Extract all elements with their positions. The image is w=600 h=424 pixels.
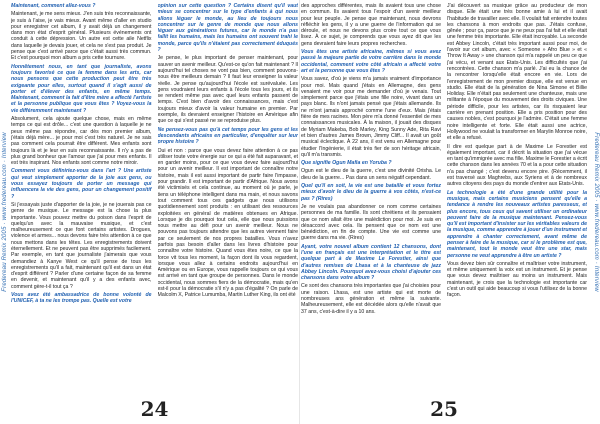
page-number-left: 24: [140, 397, 169, 421]
interview-answer: Vous savez, d'où je viens m'a jamais vraiment d'importance pour moi. Mais quand j'étais en Allemagne, des gens venaient me voir pour me demander d'où je venais. Tout simplement parce que j'étais une fille noire, vivant dans un pays blanc. Ils n'ont jamais pensé que j'étais allemande. Ils ne m'ont jamais approché comme l'une d'eux. Mais j'étais fière de mes racines. Mon père m'a donné l'essentiel de mes connaissances musicales. À la maison, il jouait des disques de Myriam Makeba, Bob Marley, King Sunny Ade, Rita Ravi et bien d'autres James Brown, Jimmy Cliff... Il avait un goût musical éclectique. À 22 ans, il est venu en Allemagne pour étudier l'Ingénierie, il était très fier de son héritage africain, qu'il m'a transmis.: [301, 76, 441, 158]
interview-answer: J'ai découvert sa musique grâce au producteur de mon disque. Elle était une très bonne amie à lui et il avait l'habitude de travailler avec elle. Il voulait fait entendre toutes les chansons à mon endroits que pas. J'étais confuse, gênée ; pour ça, parce que je ne peux pas l'ai fait et elle était une femme très importante. Elle était incroyable. La seconde est Abbey Lincoln, c'était très important aussi pour moi, de l'avoir sur cet album, avec « Someone » Afro Blue » et « Throw It Away » une chanson qui m'a rappelé un peu ce que j'ai vécu, et venant aux Etats-Unis. Les difficultés que j'ai rencontrées. Cette chanson m'a parlé. J'ai eu la chance de la rencontrer lorsqu'elle était encore en vie. Lors de l'enregistrement de mon premier disque, elle est venue en studio. Elle était de la génération de Nina Simone et Billie Holiday. Elle n'était pas seulement une chanteuse, mais une militante à l'époque du mouvement des droits civiques. Une période difficile, pour les artistes, car ils risquaient leur carrière en prenant position. Elle a pris position pour des causes nobles, c'est pourquoi je l'admire. C'était une femme noire intelligente et forte. Elle était aussi une actrice, Hollywood ne voulait la transformer en Marylin Monroe noire, et elle a refusé.: [447, 3, 587, 142]
interview-answer: Il dire est quelque part à de Maxime Le Forestier est également important, car il décrit la situation que j'ai vécue en tant qu'immigrée avec ma fille. Maxime le Forestier a écrit cette chanson dans les années 70 et la a pour cette situation n'a pas changé ; c'est devenu encore pire. (Récemment, il est traversé aux Maghrebs, aux Syriens et à de nombreux autres citoyens des pays du monde d'entrer aux Etats-Unis.: [447, 143, 587, 188]
page-left: [11, 3, 298, 421]
interview-question: La technologie a été d'une grande utilité pour la musique, mais certains musiciens pensent qu'elle a tendance à rendre les nouveaux artistes paresseux, et plus encore, tous ceux qui savent utiliser un ordinateur peuvent faire de la musique maintenant. Pensez-vous qu'il est important d'insister sur les véritables valeurs de la musique, comme apprendre à jouer d'un instrument et apprendre à chanter correctement, avant même de penser à faire de la musique, car si le problème est que, maintenant, tout le monde veut être une star, mais personne ne veut apprendre à être un artiste ?: [447, 189, 587, 259]
interview-question: Vous êtes une artiste africaine, mêmes si vous avez passé la majeure partie de votre carrière dans le monde occidental, comment votre côté africain a affecté votre art et la personne que vous êtes ?: [301, 49, 441, 74]
page-gutter: [299, 0, 300, 424]
page-left-column-2: [158, 3, 299, 395]
interview-answer: Absolument, cela ajoute quelque chose, mais en même temps ce qui est drôle... c'est une question à laquelle je ne peux même pas répondre, car dès mon premier album, j'étais déjà mère... je pour moi c'est très naturel. Je ne sais pas comment cela pourrait être différent. Mes enfants sont toujours là et je leur en suis reconnaissante. Il n'y a pas de plus grand bonheur que l'amour que j'ai pour mes enfants. Il est très inspirant. Nos enfants sont comme notre miroir.: [11, 116, 152, 167]
interview-answer: Ce sont des chansons très importantes que j'ai choisies pour une raison. Lhasa, est une artiste qui est morte de nombreuses ans génération et même la suivante. Malheureusement, elle est décédée alors qu'elle n'avait que 37 ans, c'est-à-dire il y a 10 ans.: [301, 283, 441, 315]
page-left-column-1: [11, 3, 152, 395]
page-right-column-2: [447, 3, 587, 395]
interview-question: Que signifie Ogun Mafia en Yoruba ?: [301, 160, 392, 167]
right-sidebar-strip: [591, 0, 600, 424]
interview-question: Honnêtement nous, en tant que journaliste, avons toujours favorisé ce que la femme dans les arts, car nous pensons que cette production peut être très exigeante pour elles, surtout quand il s'agit aussi de porter et d'élever des enfants, en même temps. Maintenant, comment la fait d'être mère a affecté l'artiste et la personne publique que vous êtes ? Voyez-vous la vie différemment maintenant ?: [11, 63, 152, 114]
interview-answer: des approches différentes, mais ils avaient tous une chose en commun. Ils avaient tous l'espoir d'un avenir meilleur pour leur peuple. Je pense que maintenant, nous devrons réfléchir les gens, il y a une guerre de l'information qui se déroule, et nous ne devons plus croire tout ce que vous lisez. À ce sujet, je comprends que vous ayez dit que les gens devraient faire leurs propres recherches.: [301, 3, 441, 47]
interview-answer: Si j'essayais juste d'apporter de la joie, je ne jouerais pas ce genre de musique. Le message est la chose la plus importante. Vous pouvez mettre du poison dans l'esprit de quelqu'un avec la mauvaise musique, et c'est malheureusement ce que font certains artistes. Drogues, violence et armes... nous devons faire très attention à ce que nous mettons dans les têtes. Les enregistrements doivent éternellement. Et ne peuvent pas être supprimés facilement. Par exemple, en tant que journaliste j'aimerais que vous demandiez à Kanye West ce qu'il pense de tous les enregistrements qu'il a fait, maintenant qu'il est dans un état d'esprit différent ? Parler d'une certaine façon de sa femme en devenir, et maintenant qu'il y a des enfants avec, comment gère-t-il tout ça ?: [11, 201, 152, 290]
interview-question: Comment vous définiriez-vous dans l'art ? Une artiste qui veut simplement apporter de la joie aux gens, ou vous essayez toujours de porter un message qui influencera la vie des gens, pour un changement positif ?: [11, 168, 152, 200]
interview-question: Ayant, votre nouvel album contient 12 chansons, dont l'une en français est une interprétation et le titre est quelque part à de Maxime Le Forestier, ainsi que d'autres remises de Lhasa et à la chanteuse de jazz Abbey Lincoln. Pourquoi avez-vous choisi d'ajouter ces chansons dans votre album ?: [301, 243, 441, 282]
left-sidebar-text: Fredereau Remix 2005 · www.fredereau.com · Interview: [1, 132, 8, 292]
interview-question: opinion sur cette question ? Certains disent qu'il vaut mieux se concentrer sur le type d'enfants à qui nous allons léguer le monde, au lieu de toujours nous concentrer sur le genre de monde que nous allons léguer aux générations futures, car le monde n'a pas fallit les humains, mais les humains ont souvent trahi le monde, parce qu'ils n'étaient pas correctement éduqués ?: [157, 3, 298, 54]
interview-question: Ne pensez-vous pas qu'à cet temps pour les gens et les descendants africains en particulier, d'enquêter sur leur propre histoire ?: [157, 126, 298, 146]
right-sidebar-text: Fredereau Remix 2005 · www.fredereau.com · Interview: [592, 132, 599, 292]
interview-question: Maintenant, comment allez-vous ?: [11, 3, 96, 9]
left-sidebar-strip: [0, 0, 9, 424]
interview-answer: Vous devez bien sûr connaître et maîtriser votre instrument, et même uniquement la voix est un instrument. Et je pense que vous devez maîtriser au moins un instrument. Mais maintenant, je crois que la technologie est importante car c'est un outil qui aide beaucoup si vous l'utilisez de la bonne façon.: [447, 260, 587, 299]
page-right-column-1: [301, 3, 441, 395]
interview-answer: Je pense, le plus important de penser maintenant, pour sauver un avenir meilleur. Qu'est-ce qu'on fait maintenant ? Il aujourd'hui tel choses ne vont pas bien, comment pouvons-nous être meilleurs demain ? Il faut leur enseigner la valeur réelle. Je pense qu'aujourd'hui l'école est surévaluée. Les gens voudraient leurs enfants à l'école tous les jours, et ils se rendent même pas avec quel leurs enfants passent de temps. C'est bien d'avoir des connaissances, mais c'est toujours mieux d'avoir la valeur humaine en premier. Par exemple, ils devraient enseigner l'histoire en Amérique afin que ce qui s'est passé ne se reproduise plus.: [157, 55, 298, 125]
interview-answer: Je ne voulais pas abandonner ce nom comme certaines personnes de ma famille. Ils sont chrétiens et ils pensaient que ce nom allait être une malédiction pour moi. Je suis en désaccord avec cela. Ils pensent que ce nom est une bénédiction, en fin de compte. Une vie est comme une guerre dans ma vie. (Rires): [301, 203, 441, 242]
interview-answer: Oui et non : parce que vous devez faire attention à ce pas utiliser toute votre énergie sur ce qui a été fait auparavant, et en garder moins, pour ce que vous devez faire aujourd'hui pour un avenir meilleur. Il est important de connaître notre histoire, mais il est aussi important de partir faire l'impasse, pour grandir. Il est important de partir d'Afrique. Nous avons été victimisés et cela continue, au moment où je parle, je tiens un téléphone intelligent dans ma main, et nous savons tout comment tous ces gadgets que nous utilisons quotidiennement sont produits : en utilisant des ressources exploitées en général de matières obtenues en Afrique. Lorsque je dis pourquoi tout cela, elle que nous puissions nous mettre au défi pour un avenir meilleur. Nous ne pouvons pas toujours attendre que les autres viennent faire par ce seulement de nos propres batailles. Vous n'avez parfois pas besoin d'aller dans les livres d'histoire pour connaître votre histoire. Quand vous êtes noire, ce que la force vit tous les moment, la façon dont ils vous regardent, lorsque vous allez à certains endroits aujourd'hui en Amérique ou en Europe, vous rappelle toujours ce qui vous est arrivé en tant que groupe de personnes. Dans le monde occidental, nous sommes fiers de la démocratie, mais qu'en est-il pour la démocratie s'il n'y a pas d'égalité ? On parle de Malcolm X, Patrice Lumumba, Martin Luther King, ils ont été: [157, 147, 298, 299]
interview-answer: Maintenant, je me sens mieux. J'en suis très reconnaissante, je suis à l'aise, je vais mieux. Avant même d'aller en studio pour enregistrer cet album, il y avait déjà un changement dans mon état d'esprit général. Plusieurs événements ont conduit à cette dépression. Un autre est cette aile Netflix dans laquelle je devais jouer, et cela ne s'est pas produit. Je pense que c'est arrivé parce que c'était aussi très commun. Et c'est pourquoi mon album a pris cette tournure.: [11, 11, 152, 62]
page-right: [301, 3, 587, 421]
interview-question: Quel qu'il en soit, la vie est une bataille et vous fortez mieux d'avoir le dieu de la guerre à vos côtés, n'est-ce pas ? (Rires): [301, 183, 441, 202]
page-number-right: 25: [430, 397, 458, 421]
interview-answer: Ogun est le dieu de la guerre, c'est une divinité Orisha. Le dieu de la guerre... Pas dans un sens négatif cependant.: [301, 168, 441, 181]
interview-question: Vous avez été ambassadrice de bonne volonté de l'UNICEF, à ta ne les trompe pas. Quelle est votre: [11, 292, 152, 305]
